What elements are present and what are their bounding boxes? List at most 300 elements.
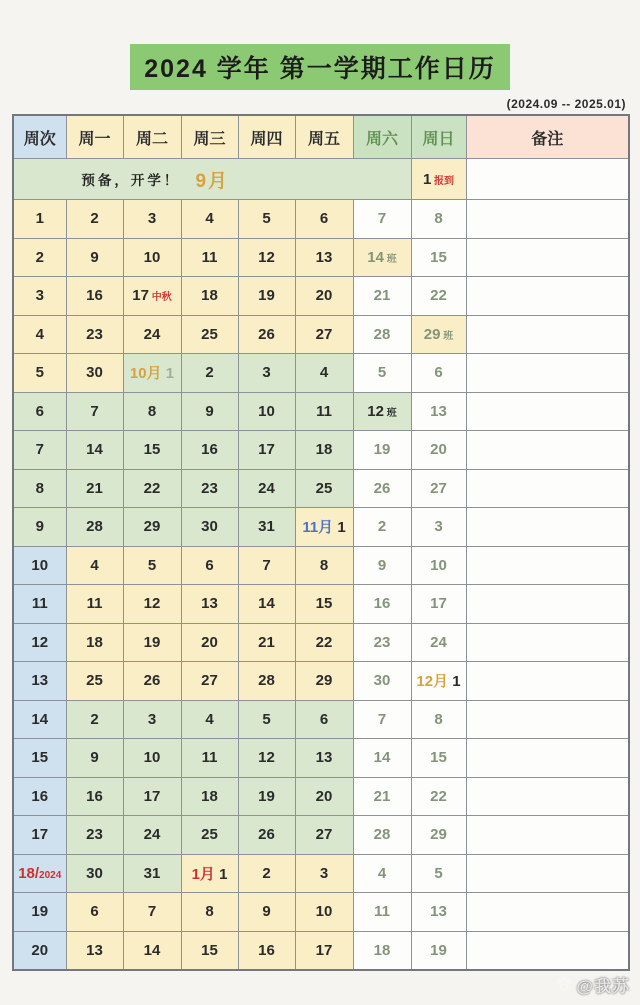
- remark-cell: [466, 700, 629, 739]
- cell-text: 15: [31, 749, 49, 767]
- day-cell: [181, 277, 238, 316]
- cell-text: 8: [319, 556, 329, 574]
- cell-text: 7: [377, 710, 387, 728]
- day-cell: [238, 277, 295, 316]
- week-row: [13, 392, 629, 431]
- remark-cell: [466, 931, 629, 970]
- remark-cell: [466, 238, 629, 277]
- cell-text: 9: [205, 402, 214, 420]
- week-number-cell: [13, 431, 66, 470]
- cell-text: 23: [201, 479, 218, 497]
- cell-text: 28: [86, 518, 103, 536]
- cell-text: 31: [143, 864, 161, 882]
- cell-text: 8: [434, 710, 443, 728]
- day-cell: [238, 777, 295, 816]
- day-cell: [295, 546, 353, 585]
- cell-text: 9: [377, 556, 387, 574]
- cell-text: 27: [315, 826, 333, 844]
- day-cell: [353, 315, 411, 354]
- cell-text: 30: [86, 364, 103, 382]
- day-cell: [181, 931, 238, 970]
- day-cell: [181, 508, 238, 547]
- day-cell: [295, 700, 353, 739]
- cell-text: 11: [316, 402, 332, 420]
- cell-text: 7: [377, 210, 387, 228]
- header-row: [13, 115, 629, 159]
- week-number-cell: [13, 238, 66, 277]
- day-cell: [238, 893, 295, 932]
- date-range: (2024.09 -- 2025.01): [506, 97, 626, 111]
- day-cell: [411, 854, 466, 893]
- day-cell: [123, 200, 181, 239]
- day-cell: [66, 508, 123, 547]
- remark-cell: [466, 546, 629, 585]
- day-cell: [238, 354, 295, 393]
- cell-text: 12月: [416, 673, 449, 691]
- cell-text: 4: [35, 325, 44, 343]
- cell-text: 14: [367, 248, 384, 266]
- month-banner: [14, 159, 411, 199]
- cell-text: 2024: [39, 869, 62, 881]
- week-row: [13, 816, 629, 855]
- week-row: [13, 662, 629, 701]
- day-cell: [66, 546, 123, 585]
- day-cell: [181, 662, 238, 701]
- week-number-cell: [13, 546, 66, 585]
- header-cell-周三: [181, 115, 238, 159]
- cell-text: 24: [430, 633, 447, 651]
- day-cell: [238, 739, 295, 778]
- day-cell: [123, 816, 181, 855]
- cell-text: 4: [90, 556, 99, 574]
- cell-text: 2: [377, 518, 387, 536]
- day-cell: [411, 354, 466, 393]
- day-cell: [66, 469, 123, 508]
- day-cell: [238, 931, 295, 970]
- header-cell-周四: [238, 115, 295, 159]
- week-row: [13, 238, 629, 277]
- day-cell: [181, 777, 238, 816]
- header-cell-周一: [66, 115, 123, 159]
- week-row: [13, 893, 629, 932]
- week-number-cell: [13, 354, 66, 393]
- cell-text: 4: [205, 210, 214, 228]
- day-cell: [238, 700, 295, 739]
- day-cell: [411, 623, 466, 662]
- cell-text: 1月: [191, 865, 215, 883]
- cell-text: 15: [430, 248, 447, 266]
- cell-text: 5: [434, 864, 443, 882]
- week-number-cell: [13, 816, 66, 855]
- day-cell: [295, 277, 353, 316]
- cell-text: 17: [132, 287, 149, 305]
- day-cell: [123, 469, 181, 508]
- day-cell: [238, 200, 295, 239]
- cell-text: 报到: [431, 175, 455, 187]
- cell-text: 14: [143, 941, 161, 959]
- day-cell: [66, 354, 123, 393]
- remark-cell: [466, 431, 629, 470]
- remark-cell: [466, 777, 629, 816]
- cell-text: 2: [35, 248, 44, 266]
- cell-text: 3: [147, 210, 157, 228]
- cell-text: 26: [258, 826, 275, 844]
- day-cell: [181, 315, 238, 354]
- cell-text: 26: [143, 672, 161, 690]
- cell-text: 14: [373, 749, 391, 767]
- day-cell: [353, 200, 411, 239]
- cell-text: 3: [262, 364, 271, 382]
- cell-text: 13: [315, 248, 333, 266]
- day-cell: [181, 854, 238, 893]
- cell-text: 16: [373, 595, 391, 613]
- day-cell: [181, 700, 238, 739]
- day-cell: [353, 623, 411, 662]
- day-cell: [353, 546, 411, 585]
- remark-cell: [466, 739, 629, 778]
- day-cell: [123, 354, 181, 393]
- cell-text: 24: [143, 325, 161, 343]
- cell-text: 8: [434, 210, 443, 228]
- cell-text: 19: [258, 787, 275, 805]
- cell-text: 13: [86, 941, 103, 959]
- week-number-cell: [13, 200, 66, 239]
- header-cell-周五: [295, 115, 353, 159]
- week-row: [13, 854, 629, 893]
- cell-text: 7: [147, 903, 157, 921]
- day-cell: [295, 623, 353, 662]
- day-cell: [66, 662, 123, 701]
- day-cell: [411, 392, 466, 431]
- cell-text: 19: [31, 903, 49, 921]
- day-cell: [66, 739, 123, 778]
- cell-text: 中秋: [148, 292, 172, 304]
- week-number-cell: [13, 277, 66, 316]
- day-cell: [353, 931, 411, 970]
- cell-text: 20: [201, 633, 218, 651]
- day-cell: [181, 469, 238, 508]
- cell-text: 14: [86, 441, 103, 459]
- day-cell: [123, 931, 181, 970]
- day-cell: [123, 392, 181, 431]
- cell-text: 18/: [18, 864, 40, 882]
- cell-text: 12: [258, 749, 275, 767]
- remark-cell: [466, 854, 629, 893]
- cell-text: 16: [86, 287, 103, 305]
- day-cell: [123, 431, 181, 470]
- day-cell: [181, 893, 238, 932]
- cell-text: 19: [373, 441, 391, 459]
- cell-text: 28: [373, 325, 391, 343]
- week-row: [13, 931, 629, 970]
- day-cell: [295, 662, 353, 701]
- day-cell: [238, 816, 295, 855]
- day-cell: [353, 662, 411, 701]
- day-cell: [353, 431, 411, 470]
- week-row: [13, 200, 629, 239]
- cell-text: 10: [31, 556, 49, 574]
- day-cell: [353, 893, 411, 932]
- remark-cell: [466, 354, 629, 393]
- day-cell: [181, 623, 238, 662]
- cell-text: 15: [143, 441, 161, 459]
- day-cell: [238, 431, 295, 470]
- cell-text: 21: [373, 287, 391, 305]
- cell-text: 29: [430, 826, 447, 844]
- day-cell: [353, 700, 411, 739]
- day-cell: [411, 662, 466, 701]
- day-cell: [411, 777, 466, 816]
- cell-text: 20: [315, 287, 333, 305]
- week-row: [13, 700, 629, 739]
- cell-text: 28: [373, 826, 391, 844]
- cell-text: 周五: [307, 130, 340, 148]
- day-cell: [181, 816, 238, 855]
- month-banner-cell: [13, 159, 411, 200]
- cell-text: 20: [430, 441, 447, 459]
- cell-text: 5: [262, 210, 271, 228]
- table-header: [13, 115, 629, 159]
- day-cell: [353, 816, 411, 855]
- cell-text: 1: [422, 170, 432, 188]
- cell-text: 周四: [250, 130, 283, 148]
- cell-text: 7: [90, 402, 99, 420]
- cell-text: 班: [383, 407, 397, 419]
- day-cell: [238, 662, 295, 701]
- cell-text: 17: [31, 826, 49, 844]
- cell-text: 备注: [531, 130, 564, 148]
- remark-cell: [466, 469, 629, 508]
- cell-text: 22: [143, 479, 161, 497]
- day-cell: [123, 238, 181, 277]
- cell-text: 周六: [365, 130, 398, 148]
- table-body: [13, 159, 629, 971]
- cell-text: 12: [31, 633, 49, 651]
- day-cell: [123, 277, 181, 316]
- cell-text: 5: [262, 710, 271, 728]
- cell-text: 13: [31, 672, 49, 690]
- week-number-cell: [13, 508, 66, 547]
- cell-text: 11: [86, 595, 103, 613]
- header-cell-周二: [123, 115, 181, 159]
- day-cell: [123, 623, 181, 662]
- cell-text: 6: [434, 364, 443, 382]
- cell-text: 29: [143, 518, 161, 536]
- remark-cell: [466, 662, 629, 701]
- week-number-cell: [13, 662, 66, 701]
- week-row: [13, 739, 629, 778]
- day-cell: [411, 238, 466, 277]
- cell-text: 19: [258, 287, 275, 305]
- day-cell: [411, 546, 466, 585]
- cell-text: 2: [90, 710, 99, 728]
- cell-text: 31: [258, 518, 275, 536]
- day-cell: [353, 508, 411, 547]
- week-number-cell: [13, 469, 66, 508]
- day-cell: [411, 893, 466, 932]
- cell-text: 周日: [422, 130, 455, 148]
- week-number-cell: [13, 893, 66, 932]
- day-cell: [238, 508, 295, 547]
- day-cell: [295, 238, 353, 277]
- day-cell: [238, 315, 295, 354]
- cell-text: 20: [315, 787, 333, 805]
- remark-cell: [466, 816, 629, 855]
- day-cell: [123, 739, 181, 778]
- cell-text: 3: [35, 287, 44, 305]
- day-cell: [295, 931, 353, 970]
- day-cell: [181, 354, 238, 393]
- day-cell: [123, 546, 181, 585]
- cell-text: 1: [214, 865, 228, 883]
- cell-text: 10: [143, 749, 161, 767]
- day-cell: [66, 700, 123, 739]
- cell-text: 23: [86, 325, 103, 343]
- day-cell: [181, 585, 238, 624]
- day-cell: [295, 854, 353, 893]
- header-cell-周六: [353, 115, 411, 159]
- remark-cell: [466, 277, 629, 316]
- cell-text: 11: [201, 248, 218, 266]
- cell-text: 30: [201, 518, 218, 536]
- cell-text: 25: [86, 672, 103, 690]
- day-cell: [411, 931, 466, 970]
- cell-text: 27: [315, 325, 333, 343]
- cell-text: 9: [262, 903, 271, 921]
- cell-text: 22: [430, 787, 447, 805]
- day-cell: [66, 931, 123, 970]
- cell-text: 16: [201, 441, 218, 459]
- cell-text: 6: [90, 903, 99, 921]
- week-number-cell: [13, 777, 66, 816]
- cell-text: 5: [35, 364, 44, 382]
- day-cell: [295, 585, 353, 624]
- day-cell: [295, 431, 353, 470]
- cell-text: 7: [35, 441, 44, 459]
- cell-text: 27: [201, 672, 218, 690]
- day-cell: [66, 623, 123, 662]
- cell-text: 13: [430, 903, 447, 921]
- watermark-text: @我苏: [576, 977, 630, 996]
- cell-text: 29: [315, 672, 333, 690]
- cell-text: 23: [86, 826, 103, 844]
- cell-text: 18: [315, 441, 333, 459]
- cell-text: 21: [258, 633, 275, 651]
- cell-text: 2: [262, 864, 271, 882]
- day-cell: [181, 739, 238, 778]
- cell-text: 6: [319, 210, 329, 228]
- cell-text: 3: [434, 518, 443, 536]
- day-cell: [123, 777, 181, 816]
- header-cell-周次: [13, 115, 66, 159]
- cell-text: 4: [319, 364, 329, 382]
- cell-text: 5: [147, 556, 157, 574]
- remark-cell: [466, 159, 629, 200]
- cell-text: 9: [35, 518, 44, 536]
- day-cell: [66, 315, 123, 354]
- cell-text: 24: [258, 479, 275, 497]
- day-cell: [181, 546, 238, 585]
- cell-text: 18: [201, 287, 218, 305]
- remark-cell: [466, 315, 629, 354]
- cell-text: 13: [201, 595, 218, 613]
- cell-text: 10: [315, 903, 333, 921]
- cell-text: 25: [201, 325, 218, 343]
- day-cell: [295, 816, 353, 855]
- cell-text: 10: [258, 402, 275, 420]
- cell-text: 26: [373, 479, 391, 497]
- semester-start-note: 预备，开学！: [81, 173, 181, 188]
- cell-text: 21: [373, 787, 391, 805]
- cell-text: 18: [86, 633, 103, 651]
- cell-text: 1: [35, 210, 44, 228]
- day-cell: [411, 200, 466, 239]
- week-row: [13, 469, 629, 508]
- cell-text: 周三: [193, 130, 226, 148]
- registration-day-cell: [411, 159, 466, 200]
- week-number-cell: [13, 700, 66, 739]
- cell-text: 19: [143, 633, 161, 651]
- day-cell: [353, 585, 411, 624]
- cell-text: 15: [201, 941, 218, 959]
- week-row: [13, 431, 629, 470]
- day-cell: [411, 277, 466, 316]
- cell-text: 9: [90, 248, 99, 266]
- page-title: 2024 学年 第一学期工作日历: [130, 44, 510, 90]
- day-cell: [411, 508, 466, 547]
- remark-cell: [466, 585, 629, 624]
- cell-text: 20: [31, 941, 49, 959]
- week-row: [13, 354, 629, 393]
- day-cell: [66, 585, 123, 624]
- day-cell: [238, 392, 295, 431]
- cell-text: 25: [201, 826, 218, 844]
- day-cell: [66, 893, 123, 932]
- day-cell: [295, 354, 353, 393]
- cell-text: 4: [205, 710, 214, 728]
- day-cell: [66, 200, 123, 239]
- week-row: [13, 623, 629, 662]
- cell-text: 18: [373, 941, 391, 959]
- cell-text: 8: [35, 479, 44, 497]
- day-cell: [353, 469, 411, 508]
- day-cell: [353, 739, 411, 778]
- cell-text: 22: [430, 287, 447, 305]
- day-cell: [181, 392, 238, 431]
- day-cell: [238, 238, 295, 277]
- week-number-cell: [13, 392, 66, 431]
- day-cell: [66, 816, 123, 855]
- cell-text: 3: [147, 710, 157, 728]
- day-cell: [123, 585, 181, 624]
- day-cell: [295, 469, 353, 508]
- day-cell: [353, 277, 411, 316]
- cell-text: 3: [319, 864, 329, 882]
- watermark: [555, 972, 630, 997]
- cell-text: 班: [383, 253, 397, 265]
- cell-text: 16: [86, 787, 103, 805]
- cell-text: 14: [31, 710, 49, 728]
- cell-text: 2: [205, 364, 214, 382]
- cell-text: 8: [147, 402, 157, 420]
- day-cell: [353, 238, 411, 277]
- cell-text: 17: [315, 941, 333, 959]
- day-cell: [411, 700, 466, 739]
- day-cell: [181, 431, 238, 470]
- cell-text: 11: [374, 903, 390, 921]
- cell-text: 10: [430, 556, 447, 574]
- day-cell: [66, 277, 123, 316]
